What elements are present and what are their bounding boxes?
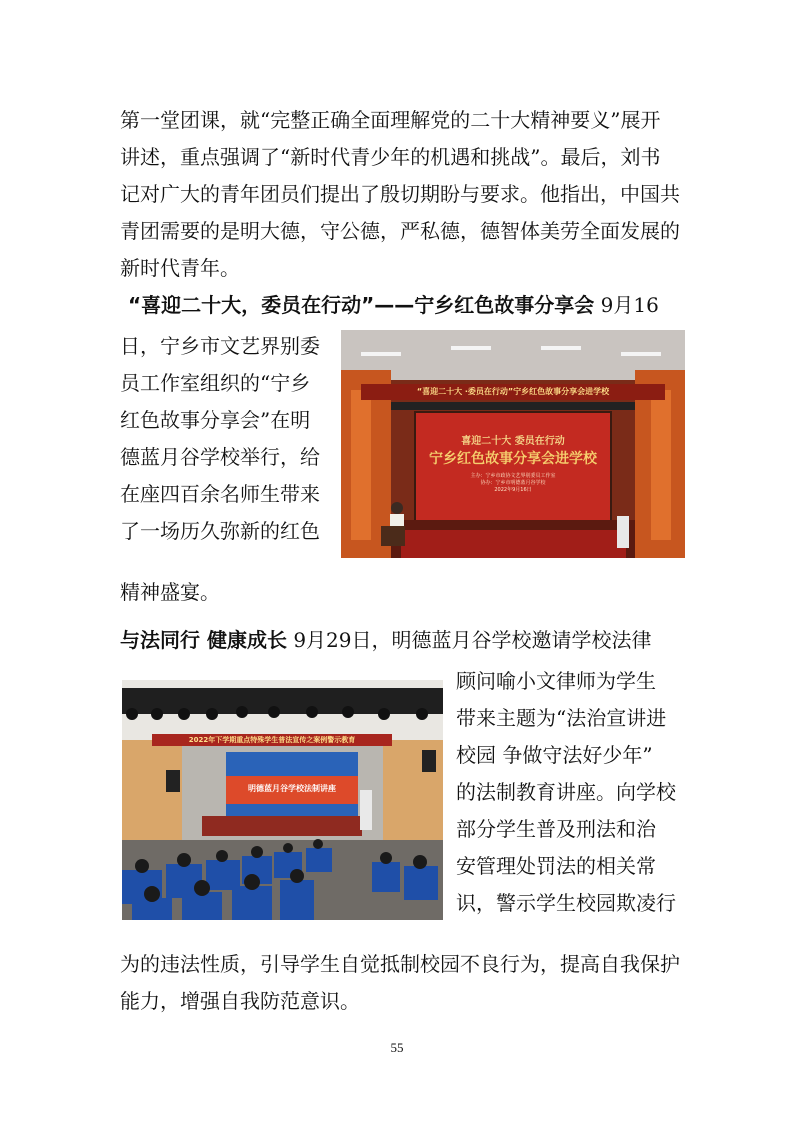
text-line: 日，宁乡市文艺界别委 [120,334,320,358]
screen-title-1: 喜迎二十大 委员在行动 [461,436,565,447]
screen-coorganizer: 协办：宁乡市明德蓝月谷学校 [480,480,546,486]
screen-title: 明德蓝月谷学校法制讲座 [248,784,336,793]
text-line: 在座四百余名师生带来 [120,482,320,506]
section-heading: 与法同行 健康成长 [120,628,287,652]
section-heading-line [128,293,659,317]
text-line: 顾问喻小文律师为学生 [456,669,656,693]
screen-date: 2022年9月16日 [494,487,532,493]
text-line: 识，警示学生校园欺凌行 [456,891,676,915]
text-line: 员工作室组织的“宁乡 [120,371,311,395]
text-line: 带来主题为“法治宣讲进 [456,706,667,730]
section-heading-line [120,628,652,652]
text-line: 记对广大的青年团员们提出了殷切期盼与要求。他指出，中国共 [120,182,680,206]
text-line: 为的违法性质，引导学生自觉抵制校园不良行为，提高自我保护 [120,952,680,976]
stage-photo [341,330,685,558]
page-number: 55 [390,1040,404,1055]
text-line: 部分学生普及刑法和治 [456,817,656,841]
photo-banner: 2022年下学期重点特殊学生普法宣传之案例警示教育 [188,736,356,744]
text-line: 新时代青年。 [120,256,240,280]
section-date: 9月29日，明德蓝月谷学校邀请学校法律 [286,628,652,652]
text-line: 讲述，重点强调了“新时代青少年的机遇和挑战”。最后，刘书 [120,145,661,169]
text-line: 第一堂团课，就“完整正确全面理解党的二十大精神要义”展开 [120,108,661,132]
section-heading: “喜迎二十大，委员在行动”——宁乡红色故事分享会 [128,293,595,317]
text-line: 红色故事分享会”在明 [120,408,311,432]
text-line: 德蓝月谷学校举行，给 [120,445,320,469]
screen-title-2: 宁乡红色故事分享会进学校 [429,451,597,467]
text-line: 能力，增强自我防范意识。 [120,989,360,1013]
section-date: 9月16 [594,293,659,317]
photo-banner: “喜迎二十大 ·委员在行动”宁乡红色故事分享会进学校 [416,387,610,396]
screen-organizer: 主办：宁乡市政协文艺界别委员工作室 [470,473,556,479]
text-line: 校园 争做守法好少年” [456,743,653,767]
text-line: 精神盛宴。 [120,580,220,604]
text-line: 青团需要的是明大德，守公德，严私德，德智体美劳全面发展的 [120,219,680,243]
lecture-hall-photo [122,680,443,920]
text-line: 了一场历久弥新的红色 [120,519,320,543]
text-line: 的法制教育讲座。向学校 [456,780,676,804]
text-line: 安管理处罚法的相关常 [456,854,656,878]
